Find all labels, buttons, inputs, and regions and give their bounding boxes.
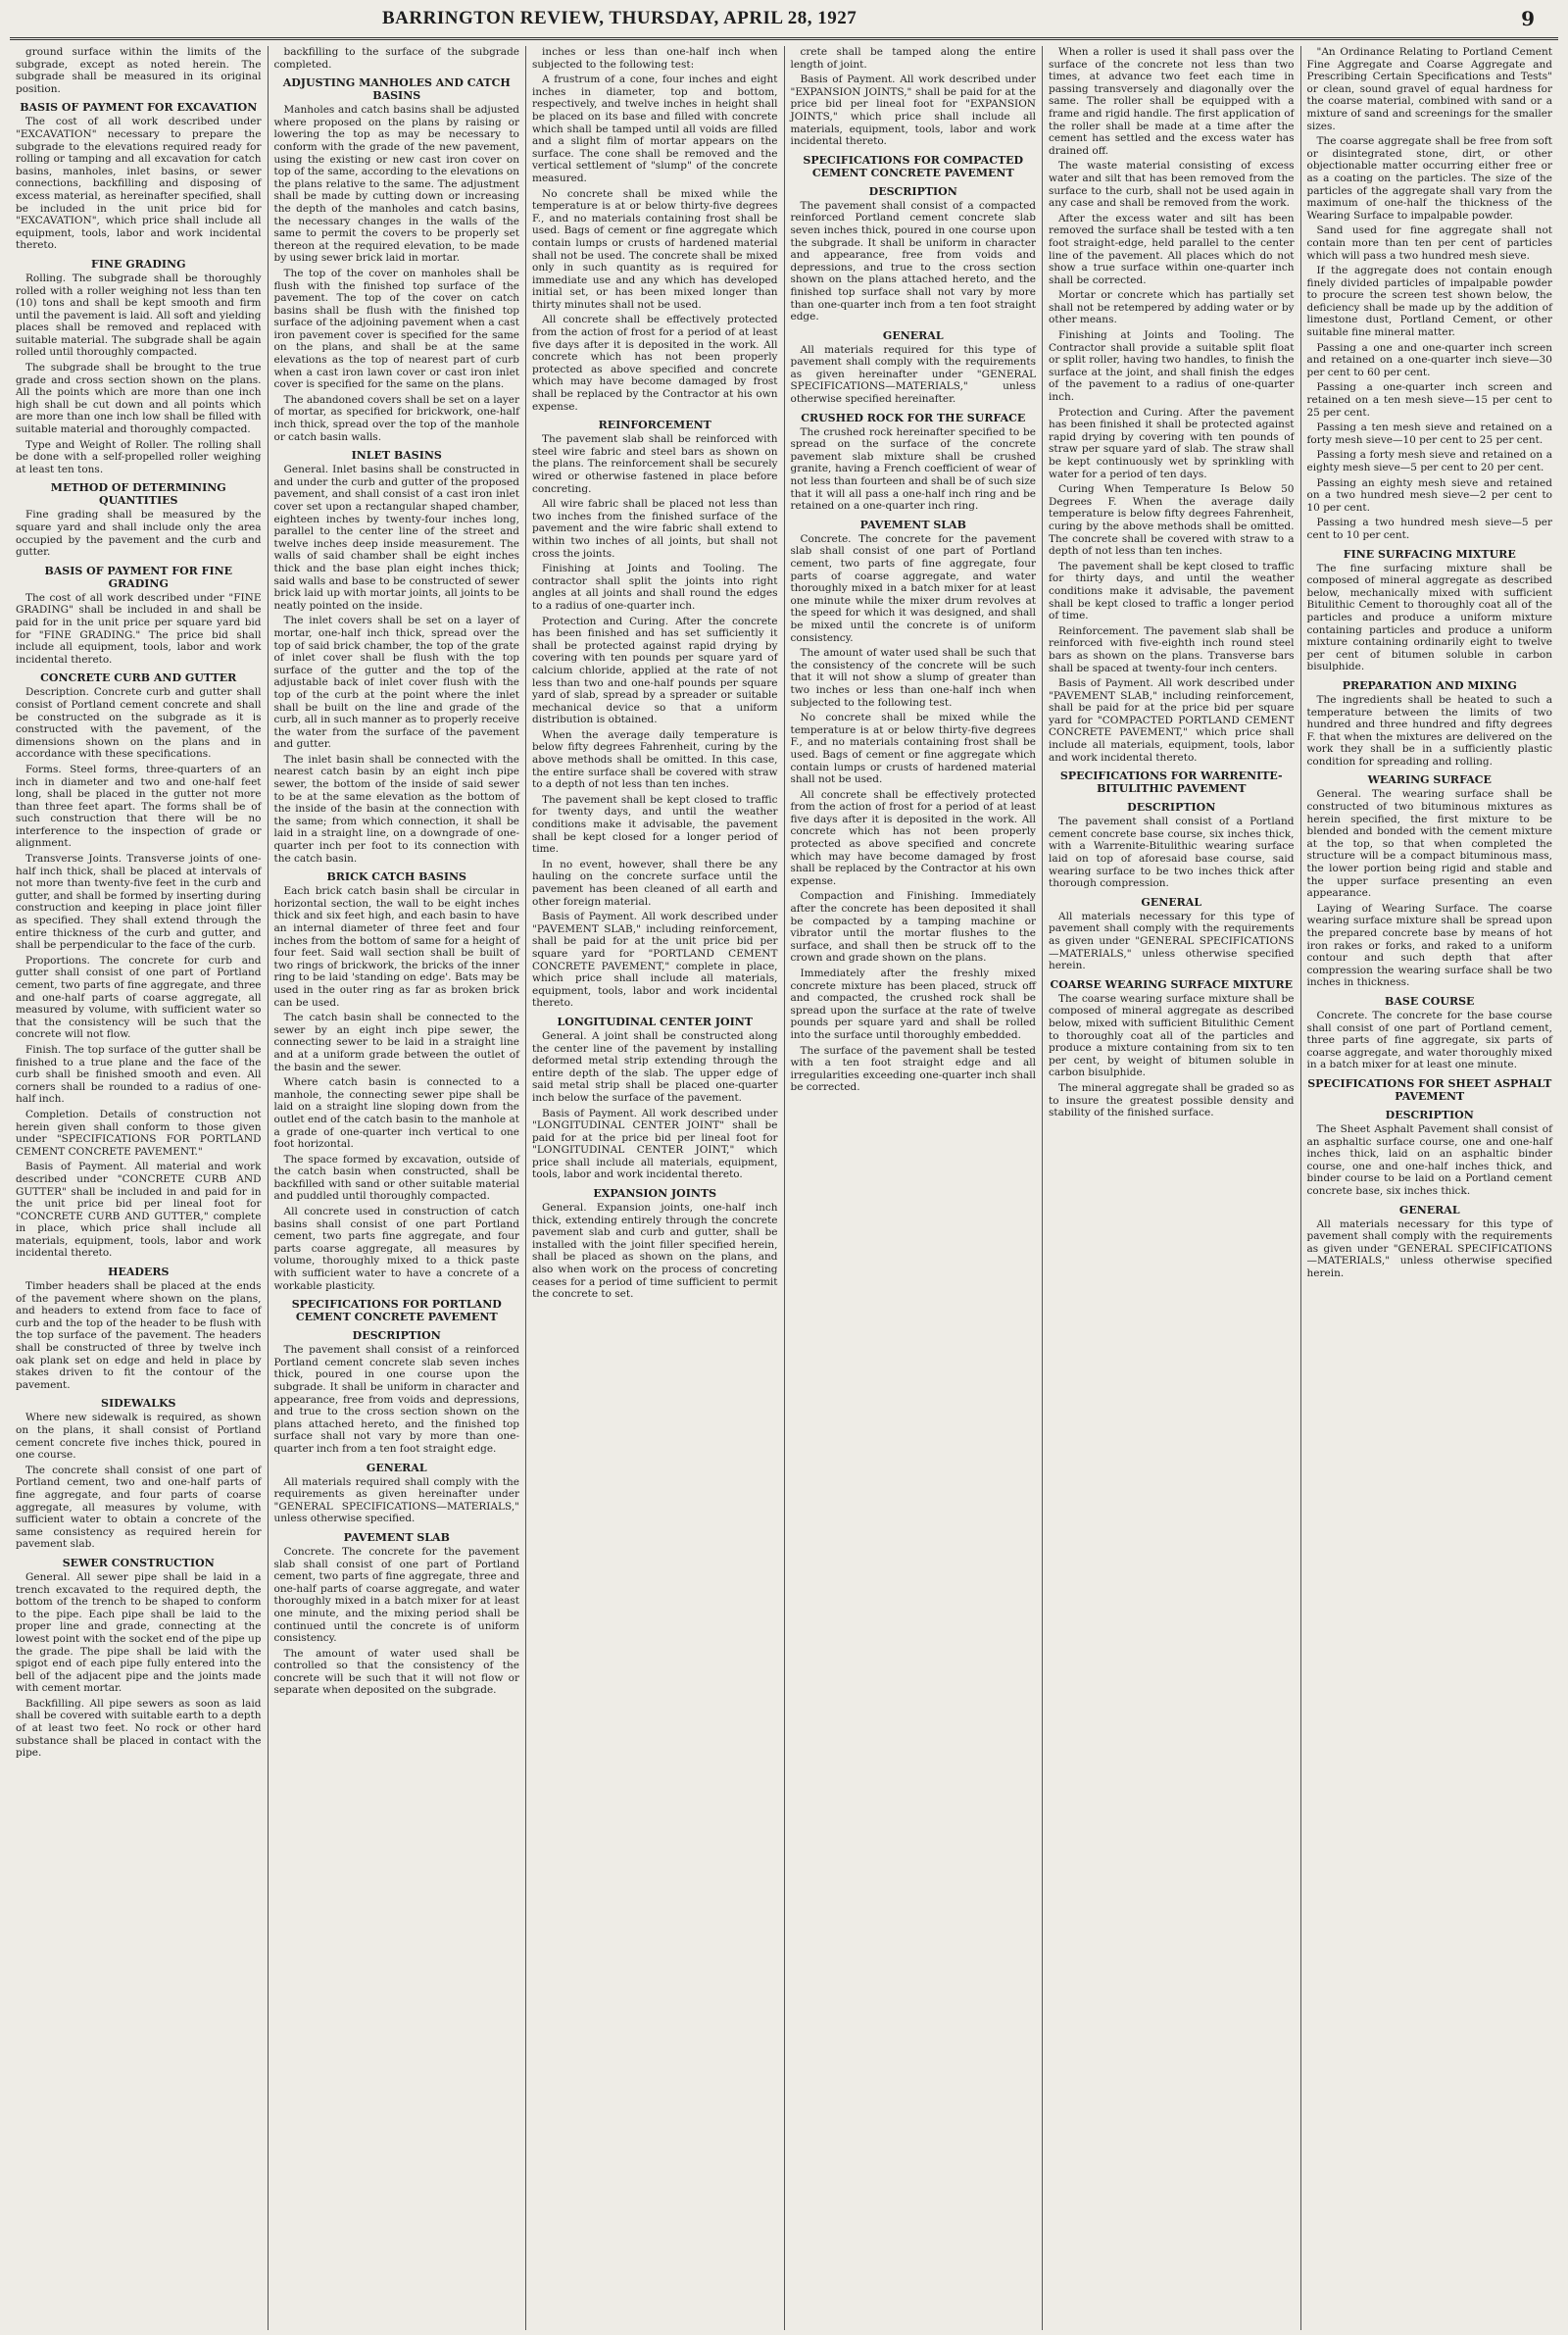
paragraph: The pavement shall be kept closed to traffic for twenty days, and until the weather conditions make it advisable, the pavement shall be kept closed for a longer period of time. (532, 793, 778, 856)
paragraph: The top of the cover on manholes shall be flush with the finished top surface of the pavement. The top of the cover on catch basins shall be flush with the finished top surface of the adjoining pavement when a cast iron pavement cover is specified for the same on the plans, and shall be at the same elevations as the top of nearest part of curb when a cast iron lawn cover or cast iron inlet cover is specified for the same on the plans. (273, 267, 519, 391)
paragraph: All materials required shall comply with the requirements as given hereinafter under "GENERAL SPECIFICATIONS—MATERIALS," unless otherwise specified. (273, 1475, 519, 1525)
paragraph: Finishing at Joints and Tooling. The Contractor shall provide a suitable split float or split roller, having two handles, to finish the surface at the joint, and shall finish the edges of the pavement to a radius of one-quarter inch. (1049, 329, 1295, 404)
paragraph: The pavement shall consist of a reinforced Portland cement concrete slab seven inches thick, poured in one course upon the subgrade. It shall be uniform in character and appearance, free from voids and depressions, and true to the cross section shown on the plans attached hereto, and the finished top surface shall not vary by more than one-quarter inch from a ten foot straight edge. (273, 1344, 519, 1455)
paragraph: Passing a one-quarter inch screen and retained on a ten mesh sieve—15 per cent to 25 per cent. (1306, 381, 1552, 419)
paragraph: All concrete shall be effectively protected from the action of frost for a period of at least five days after it is deposited in the work. All concrete which has not been properly protected as above specified and concrete which may have become damaged by frost shall be replaced by the Contractor at his own expense. (790, 788, 1036, 887)
paragraph: The pavement shall consist of a compacted reinforced Portland cement concrete slab seven inches thick, poured in one course upon the subgrade. It shall be uniform in character and appearance, free from voids and depressions, and true to the cross section shown on the plans attached hereto, and the finished top surface shall not vary by more than one-quarter inch from a ten foot straight edge. (790, 199, 1036, 323)
paragraph: Passing a two hundred mesh sieve—5 per cent to 10 per cent. (1306, 517, 1552, 541)
paragraph: The surface of the pavement shall be tested with a ten foot straight edge and all irregularities exceeding one-quarter inch shall be corrected. (790, 1044, 1036, 1094)
paragraph: Basis of Payment. All work described under "LONGITUDINAL CENTER JOINT" shall be paid for at the price bid per lineal foot for "LONGITUDINAL CENTER JOINT," which price shall include all materials, equipment, tools, labor and work incidental thereto. (532, 1107, 778, 1181)
column-5 (1042, 46, 1300, 2330)
section-heading: GENERAL (1398, 1203, 1460, 1217)
paragraph: Sand used for fine aggregate shall not contain more than ten per cent of particles which will pass a two hundred mesh sieve. (1306, 224, 1552, 262)
paragraph: Where catch basin is connected to a manhole, the connecting sewer pipe shall be laid on a straight line sloping down from the outlet end of the catch basin to the manhole at a grade of one-quarter inch vertical to one foot horizontal. (273, 1076, 519, 1151)
section-heading: SPECIFICATIONS FOR SHEET ASPHALT PAVEMENT (1307, 1076, 1552, 1103)
paragraph: Backfilling. All pipe sewers as soon as laid shall be covered with suitable earth to a depth of at least two feet. No rock or other hard substance shall be placed in contact with the pipe. (16, 1697, 262, 1760)
section-heading: BASIS OF PAYMENT FOR FINE GRADING (44, 564, 233, 590)
paragraph: All materials necessary for this type of pavement shall comply with the requirements as given under "GENERAL SPECIFICATIONS—MATERIALS," unless otherwise specified herein. (1306, 1217, 1552, 1279)
section-heading: SPECIFICATIONS FOR WARRENITE-BITULITHIC PAVEMENT (1059, 770, 1283, 796)
paragraph: When a roller is used it shall pass over the surface of the concrete not less than two times, at advance two feet each time in passing transversely and diagonally over the same. The roller shall be equipped with a frame and rigid handle. The first application of the roller shall be made at a time after the cement has settled and the excess water has drained off. (1049, 46, 1295, 157)
column-4 (784, 46, 1043, 2330)
paragraph: Protection and Curing. After the concrete has been finished and has set sufficiently it shall be protected against rapid drying by covering with ten pounds per square yard of calcium chloride, applied at the rate of not less than two and one-half pounds per square yard of slab, spread by a spreader or suitable mechanical device so that a uniform distribution is obtained. (532, 615, 778, 726)
paragraph: Timber headers shall be placed at the ends of the pavement where shown on the plans, and headers to extend from face to face of curb and the top of the header to be flush with the top surface of the pavement. The headers shall be constructed of three by twelve inch oak plank set on edge and held in place by stakes driven to fit the contour of the pavement. (16, 1280, 262, 1391)
paragraph: crete shall be tamped along the entire length of joint. (790, 46, 1036, 71)
paragraph: The amount of water used shall be controlled so that the consistency of the concrete will be such that it will not flow or separate when deposited on the subgrade. (273, 1647, 519, 1697)
paragraph: Concrete. The concrete for the pavement slab shall consist of one part of Portland cement, two parts of fine aggregate, three and one-half parts of coarse aggregate, and water thoroughly mixed in a batch mixer for at least one minute, and the mixing period shall be continued until the concrete is of uniform consistency. (273, 1545, 519, 1645)
paragraph: Mortar or concrete which has partially set shall not be retempered by adding water or by other means. (1049, 289, 1295, 326)
section-heading: GENERAL (1141, 895, 1202, 909)
paragraph: The amount of water used shall be such that the consistency of the concrete will be such that it will not show a slump of greater than two inches or less than one-half inch when subjected to the following test. (790, 647, 1036, 709)
paragraph: The catch basin shall be connected to the sewer by an eight inch pipe sewer, the connecting sewer to be laid in a straight line and at a uniform grade between the outlet of the basin and the sewer. (273, 1012, 519, 1073)
section-heading: BRICK CATCH BASINS (326, 870, 466, 884)
section-heading: DESCRIPTION (352, 1329, 441, 1343)
paragraph: The abandoned covers shall be set on a layer of mortar, as specified for brickwork, one-half inch thick, spread over the top of the manhole or catch basin walls. (273, 393, 519, 443)
paragraph: The Sheet Asphalt Pavement shall consist of an asphaltic surface course, one and one-half inches thick, laid on an asphaltic binder course, one and one-half inches thick, and binder course to be laid on a Portland cement concrete base, six inches thick. (1306, 1122, 1552, 1197)
section-heading: PAVEMENT SLAB (343, 1530, 450, 1544)
paragraph: The inlet basin shall be connected with the nearest catch basin by an eight inch pipe sewer, the bottom of the inside of said sewer to be at the same elevation as the bottom of the inside of the basin at the connection with the same; from which connection, it shall be laid in a straight line, on a downgrade of one-quarter inch per foot to its connection with the catch basin. (273, 753, 519, 865)
paragraph: A frustrum of a cone, four inches and eight inches in diameter, top and bottom, respectively, and twelve inches in height shall be placed on its base and filled with concrete which shall be tamped until all voids are filled and a slight film of mortar appears on the surface. The cone shall be removed and the vertical settlement of "slump" of the concrete measured. (532, 74, 778, 184)
article-columns (10, 46, 1558, 2330)
paragraph: After the excess water and silt has been removed the surface shall be tested with a ten foot straight-edge, held parallel to the center line of the pavement. All places which do not show a true surface within one-quarter inch shall be corrected. (1049, 212, 1295, 286)
paragraph: Description. Concrete curb and gutter shall consist of Portland cement concrete and shall be constructed on the subgrade as it is constructed with the pavement, of the dimensions shown on the plans and in accordance with these specifications. (16, 686, 262, 761)
paragraph: Fine grading shall be measured by the square yard and shall include only the area occupied by the pavement and the curb and gutter. (16, 509, 262, 559)
paragraph: Proportions. The concrete for curb and gutter shall consist of one part of Portland cement, two parts of fine aggregate, and three and one-half parts of coarse aggregate, all measured by volume, with sufficient water so that the consistency will be such that the concrete will not flow. (16, 954, 262, 1041)
paragraph: The pavement slab shall be reinforced with steel wire fabric and steel bars as shown on the plans. The reinforcement shall be securely wired or otherwise fastened in place before concreting. (532, 433, 778, 495)
paragraph: All materials necessary for this type of pavement shall comply with the requirements as given under "GENERAL SPECIFICATIONS—MATERIALS," unless otherwise specified herein. (1049, 910, 1295, 972)
section-heading: PAVEMENT SLAB (859, 518, 966, 531)
paragraph: No concrete shall be mixed while the temperature is at or below thirty-five degrees F., and no materials containing frost shall be used. Bags of cement or fine aggregate which contain lumps or crusts of hardened material shall not be used. (790, 712, 1036, 786)
paragraph: All wire fabric shall be placed not less than two inches from the finished surface of the pavement and the wire fabric shall extend to within two inches of all joints, but shall not cross the joints. (532, 498, 778, 560)
section-heading: SPECIFICATIONS FOR COMPACTED CEMENT CONCRETE PAVEMENT (803, 153, 1024, 179)
section-heading: SPECIFICATIONS FOR PORTLAND CEMENT CONCRETE PAVEMENT (291, 1298, 502, 1324)
paragraph: The fine surfacing mixture shall be composed of mineral aggregate as described below, mechanically mixed with sufficient Bitulithic Cement to thoroughly coat all of the particles and produce a uniform mixture containing particles and produce a uniform mixture containing ordinarily eight to twelve per cent of bitumen soluble in carbon bisulphide. (1306, 562, 1552, 673)
paragraph: Reinforcement. The pavement slab shall be reinforced with five-eighth inch round steel bars as shown on the plans. Transverse bars shall be spaced at twenty-four inch centers. (1049, 624, 1295, 674)
section-heading: DESCRIPTION (868, 184, 957, 198)
paragraph: Curing When Temperature Is Below 50 Degrees F. When the average daily temperature is below fifty degrees Fahrenheit, curing by the above methods shall be omitted. The concrete shall be covered with straw to a depth of not less than ten inches. (1049, 483, 1295, 558)
paragraph: In no event, however, shall there be any hauling on the concrete surface until the pavement has been cleaned of all earth and other foreign material. (532, 858, 778, 908)
section-heading: DESCRIPTION (1385, 1108, 1474, 1121)
column-3 (525, 46, 784, 2330)
column-1 (10, 46, 268, 2330)
paragraph: Concrete. The concrete for the pavement slab shall consist of one part of Portland cement, two parts of fine aggregate, four parts of coarse aggregate, and water thoroughly mixed in a batch mixer for at least one minute while the mixer drum revolves at the speed for which it was designed, and shall be mixed until the concrete is of uniform consistency. (790, 532, 1036, 644)
paragraph: General. The wearing surface shall be constructed of two bituminous mixtures as herein specified, the first mixture to be blended and bonded with the cement mixture at the top, so that when completed the structure will be a compact bituminous mass, the lower portion being rigid and stable and the upper surface presenting an even appearance. (1306, 788, 1552, 900)
section-heading: INLET BASINS (351, 449, 442, 463)
paragraph: Passing a forty mesh sieve and retained on a eighty mesh sieve—5 per cent to 20 per cent. (1306, 449, 1552, 473)
paragraph: backfilling to the surface of the subgrade completed. (273, 46, 519, 71)
paragraph: The space formed by excavation, outside of the catch basin when constructed, shall be backfilled with sand or other suitable material and puddled until thoroughly compacted. (273, 1153, 519, 1203)
paragraph: Passing a one and one-quarter inch screen and retained on a one-quarter inch sieve—30 per cent to 60 per cent. (1306, 341, 1552, 378)
paragraph: Protection and Curing. After the pavement has been finished it shall be protected against rapid drying by covering with ten pounds of straw per square yard of slab. The straw shall be kept continuously wet by sprinkling with water for a period of ten days. (1049, 406, 1295, 480)
paragraph: The pavement shall be kept closed to traffic for thirty days, and until the weather conditions make it advisable, the pavement shall be kept closed to traffic a longer period of time. (1049, 560, 1295, 622)
paragraph: The cost of all work described under "EXCAVATION" necessary to prepare the subgrade to the elevations required ready for rolling or tamping and all excavation for catch basins, manholes, inlet basins, or sewer connections, backfilling and disposing of excess material, as hereinafter specified, shall be included in the unit price bid for "EXCAVATION", which price shall include all equipment, tools, labor and work incidental thereto. (16, 116, 262, 252)
paragraph: Transverse Joints. Transverse joints of one-half inch thick, shall be placed at intervals of not more than twenty-five feet in the curb and gutter, and shall be formed by inserting during construction and keeping in place joint filler as specified. They shall extend through the entire thickness of the curb and gutter, and shall be perpendicular to the face of the curb. (16, 853, 262, 952)
section-heading: SIDEWALKS (101, 1397, 176, 1411)
section-heading: GENERAL (366, 1461, 427, 1474)
section-heading: HEADERS (108, 1266, 170, 1279)
paragraph: Manholes and catch basins shall be adjusted where proposed on the plans by raising or lowering the top as may be necessary to conform with the grade of the new pavement, using the existing or new cast iron cover on top of the same, according to the elevations on the plans relative to the same. The adjustment shall be made by cutting down or increasing the depth of the manholes and catch basins, the necessary changes in the walls of the same to permit the covers to be properly set thereon at the required elevation, to be made by using sewer brick laid in mortar. (273, 104, 519, 265)
paragraph: Basis of Payment. All material and work described under "CONCRETE CURB AND GUTTER" shall be included in and paid for in the unit price bid per lineal foot for "CONCRETE CURB AND GUTTER," complete in place, which price shall include all materials, equipment, tools, labor and work incidental thereto. (16, 1161, 262, 1260)
paragraph: The ingredients shall be heated to such a temperature between the limits of two hundred and three hundred and fifty degrees F. that when the mixtures are delivered on the work they shall be in a sufficiently plastic condition for spreading and rolling. (1306, 693, 1552, 768)
paragraph: Where new sidewalk is required, as shown on the plans, it shall consist of Portland cement concrete five inches thick, poured in one course. (16, 1412, 262, 1462)
section-heading: CRUSHED ROCK FOR THE SURFACE (801, 411, 1026, 424)
paragraph: Finishing at Joints and Tooling. The contractor shall split the joints into right angles at all joints and shall round the edges to a radius of one-quarter inch. (532, 563, 778, 612)
section-heading: EXPANSION JOINTS (593, 1187, 717, 1201)
paragraph: All concrete used in construction of catch basins shall consist of one part Portland cement, two parts fine aggregate, and four parts coarse aggregate, all measures by volume, thoroughly mixed to a thick paste with sufficient water to have a concrete of a workable plasticity. (273, 1206, 519, 1292)
section-heading: GENERAL (882, 328, 944, 342)
paragraph: The coarse aggregate shall be free from soft or disintegrated stone, dirt, or other objectionable matter occurring either free or as a coating on the particles. The size of the particles of the aggregate shall vary from the maximum of one-half the thickness of the Wearing Surface to impalpable powder. (1306, 135, 1552, 222)
paragraph: The pavement shall consist of a Portland cement concrete base course, six inches thick, with a Warrenite-Bitulithic wearing surface laid on top of aforesaid base course, said wearing surface to be two inches thick after thorough compression. (1049, 816, 1295, 890)
section-heading: BASE COURSE (1385, 994, 1475, 1008)
paragraph: General. Expansion joints, one-half inch thick, extending entirely through the concrete pavement slab and curb and gutter, shall be installed with the joint filler specified herein, shall be placed as shown on the plans, and also when work on the process of concreting ceases for a period of time sufficient to permit the concrete to set. (532, 1202, 778, 1301)
paragraph: Basis of Payment. All work described under "EXPANSION JOINTS," shall be paid for at the price bid per lineal foot for "EXPANSION JOINTS," which price shall include all materials, equipment, tools, labor and work incidental thereto. (790, 74, 1036, 148)
paragraph: When the average daily temperature is below fifty degrees Fahrenheit, curing by the above methods shall be omitted. In this case, the entire surface shall be covered with straw to a depth of not less than ten inches. (532, 728, 778, 791)
paragraph: The concrete shall consist of one part of Portland cement, two and one-half parts of fine aggregate, and four parts of coarse aggregate, all measures by volume, with sufficient water to obtain a concrete of the same consistency as required herein for pavement slab. (16, 1464, 262, 1551)
paragraph: Basis of Payment. All work described under "PAVEMENT SLAB," including reinforcement, shall be paid for at the unit price bid per square yard for "PORTLAND CEMENT CONCRETE PAVEMENT," complete in place, which price shall include all materials, equipment, tools, labor and work incidental thereto. (532, 911, 778, 1010)
column-6 (1300, 46, 1559, 2330)
section-heading: LONGITUDINAL CENTER JOINT (557, 1015, 753, 1028)
paragraph: ground surface within the limits of the subgrade, except as noted herein. The subgrade shall be measured in its original position. (16, 46, 262, 95)
section-heading: REINFORCEMENT (598, 419, 711, 432)
paragraph: The waste material consisting of excess water and silt that has been removed from the surface to the curb, shall not be used again in any case and shall be removed from the work. (1049, 160, 1295, 210)
paragraph: The coarse wearing surface mixture shall be composed of mineral aggregate as described below, mixed with sufficient Bitulithic Cement to thoroughly coat all of the particles and produce a mixture containing from six to ten per cent, by weight of bitumen soluble in carbon bisulphide. (1049, 992, 1295, 1079)
paragraph: Rolling. The subgrade shall be thoroughly rolled with a roller weighing not less than ten (10) tons and shall be kept smooth and firm until the pavement is laid. All soft and yielding places shall be removed and replaced with suitable material. The subgrade shall be again rolled until thoroughly compacted. (16, 272, 262, 359)
paragraph: Basis of Payment. All work described under "PAVEMENT SLAB," including reinforcement, shall be paid for at the price bid per square yard for "COMPACTED PORTLAND CEMENT CONCRETE PAVEMENT," which price shall include all materials, equipment, tools, labor and work incidental thereto. (1049, 677, 1295, 764)
section-heading: PREPARATION AND MIXING (1342, 678, 1517, 692)
paragraph: If the aggregate does not contain enough finely divided particles of impalpable powder to procure the screen test shown below, the deficiency shall be made up by the addition of limestone dust, Portland Cement, or other suitable fine mineral matter. (1306, 265, 1552, 339)
section-heading: SEWER CONSTRUCTION (62, 1556, 215, 1569)
section-heading: COARSE WEARING SURFACE MIXTURE (1050, 977, 1294, 991)
paragraph: inches or less than one-half inch when subjected to the following test: (532, 46, 778, 71)
paragraph: The inlet covers shall be set on a layer of mortar, one-half inch thick, spread over the top of said brick chamber, the top of the grate of inlet cover shall be flush with the top surface of the gutter and the top of the adjustable back of inlet cover flush with the top of the curb at the point where the inlet shall be built on the line and grade of the curb, all in such manner as to properly receive the water from the surface of the pavement and gutter. (273, 615, 519, 751)
paragraph: The subgrade shall be brought to the true grade and cross section shown on the plans. All the points which are more than one inch high shall be cut down and all points which are more than one inch low shall be filled with suitable material and thoroughly compacted. (16, 362, 262, 436)
paragraph: General. All sewer pipe shall be laid in a trench excavated to the required depth, the bottom of the trench to be shaped to conform to the pipe. Each pipe shall be laid to the proper line and grade, connecting at the lowest point with the socket end of the pipe up the grade. The pipe shall be laid with the spigot end of each pipe fully entered into the bell of the adjacent pipe and the joints made with cement mortar. (16, 1570, 262, 1695)
column-2 (268, 46, 526, 2330)
page-number: 9 (1521, 7, 1535, 30)
section-heading: FINE SURFACING MIXTURE (1343, 547, 1516, 561)
paragraph: Immediately after the freshly mixed concrete mixture has been placed, struck off and compacted, the crushed rock shall be spread upon the surface at the rate of twelve pounds per square yard and shall be rolled into the surface until thoroughly embedded. (790, 968, 1036, 1041)
paragraph: All materials required for this type of pavement shall comply with the requirements as given hereinafter under "GENERAL SPECIFICATIONS—MATERIALS," unless otherwise specified hereinafter. (790, 343, 1036, 406)
paragraph: Passing a ten mesh sieve and retained on a forty mesh sieve—10 per cent to 25 per cent. (1306, 422, 1552, 446)
paragraph: General. Inlet basins shall be constructed in and under the curb and gutter of the proposed pavement, and shall consist of a cast iron inlet cover set upon a rectangular shaped chamber, eighteen inches by twenty-four inches long, parallel to the center line of the street and twelve inches deep inside measurement. The walls of said chamber shall be eight inches thick and the base plan eight inches thick; said walls and base to be constructed of sewer brick laid up with mortar joints, all joints to be neatly pointed on the inside. (273, 464, 519, 612)
masthead-title: BARRINGTON REVIEW, THURSDAY, APRIL 28, 1927 (382, 8, 858, 28)
paragraph: Completion. Details of construction not herein given shall conform to those given under "SPECIFICATIONS FOR PORTLAND CEMENT CONCRETE PAVEMENT." (16, 1108, 262, 1158)
paragraph: The cost of all work described under "FINE GRADING" shall be included in and shall be paid for in the unit price per square yard bid for "FINE GRADING." The price bid shall include all equipment, tools, labor and work incidental thereto. (16, 591, 262, 666)
paragraph: Type and Weight of Roller. The rolling shall be done with a self-propelled roller weighing at least ten tons. (16, 438, 262, 475)
paragraph: Forms. Steel forms, three-quarters of an inch in diameter and two and one-half feet long, shall be placed in the gutter not more than three feet apart. The forms shall be of such construction that there will be no interference to the inspection of grade or alignment. (16, 763, 262, 850)
paragraph: The crushed rock hereinafter specified to be spread on the surface of the concrete pavement slab mixture shall be crushed granite, having a French coefficient of wear of not less than fourteen and shall be of such size that it will all pass a one-half inch ring and be retained on a one-quarter inch ring. (790, 425, 1036, 513)
section-heading: METHOD OF DETERMINING QUANTITIES (50, 481, 226, 508)
paragraph: Passing an eighty mesh sieve and retained on a two hundred mesh sieve—2 per cent to 10 per cent. (1306, 476, 1552, 514)
paragraph: Compaction and Finishing. Immediately after the concrete has been deposited it shall be compacted by a tamping machine or vibrator until the mortar flushes to the surface, and shall then be struck off to the crown and grade shown on the plans. (790, 890, 1036, 965)
paragraph: "An Ordinance Relating to Portland Cement Fine Aggregate and Coarse Aggregate and Prescribing Certain Specifications and Tests" or clean, sound gravel of equal hardness for the coarse material, combined with sand or a mixture of sand and screenings for the smaller sizes. (1306, 46, 1552, 132)
section-heading: ADJUSTING MANHOLES AND CATCH BASINS (282, 76, 511, 103)
section-heading: BASIS OF PAYMENT FOR EXCAVATION (20, 101, 258, 115)
masthead (10, 0, 1558, 40)
section-heading: WEARING SURFACE (1367, 773, 1492, 787)
paragraph: Laying of Wearing Surface. The coarse wearing surface mixture shall be spread upon the prepared concrete base by means of hot iron rakes or forks, and raked to a uniform contour and such depth that after compression the wearing surface shall be two inches in thickness. (1306, 902, 1552, 989)
paragraph: Concrete. The concrete for the base course shall consist of one part of Portland cement, three parts of fine aggregate, six parts of coarse aggregate, and water thoroughly mixed in a batch mixer for at least one minute. (1306, 1009, 1552, 1071)
paragraph: General. A joint shall be constructed along the center line of the pavement by installing deformed metal strip extending through the entire depth of the slab. The upper edge of said metal strip shall be placed one-quarter inch below the surface of the pavement. (532, 1029, 778, 1104)
paragraph: Each brick catch basin shall be circular in horizontal section, the wall to be eight inches thick and six feet high, and each basin to have an internal diameter of three feet and four inches from the bottom of same for a height of four feet. Said wall section shall be built of two rings of brickwork, the bricks of the inner ring to be laid 'standing on edge'. Bats may be used in the outer ring as far as broken brick can be used. (273, 885, 519, 1009)
section-heading: DESCRIPTION (1127, 801, 1216, 815)
paragraph: The mineral aggregate shall be graded so as to insure the greatest possible density and stability of the finished surface. (1049, 1081, 1295, 1119)
section-heading: CONCRETE CURB AND GUTTER (40, 671, 237, 685)
paragraph: Finish. The top surface of the gutter shall be finished to a true plane and the face of the curb shall be finished smooth and even. All corners shall be rounded to a radius of one-half inch. (16, 1043, 262, 1106)
paragraph: All concrete shall be effectively protected from the action of frost for a period of at least five days after it is deposited in the work. All concrete which has not been properly protected as above specified and concrete which may have become damaged by frost shall be replaced by the Contractor at his own expense. (532, 314, 778, 413)
paragraph: No concrete shall be mixed while the temperature is at or below thirty-five degrees F., and no materials containing frost shall be used. Bags of cement or fine aggregate which contain lumps or crusts of hardened material shall not be used. The concrete shall be mixed only in such quantity as is required for immediate use and any which has developed initial set, or has been mixed longer than thirty minutes shall not be used. (532, 187, 778, 311)
section-heading: FINE GRADING (91, 257, 186, 271)
